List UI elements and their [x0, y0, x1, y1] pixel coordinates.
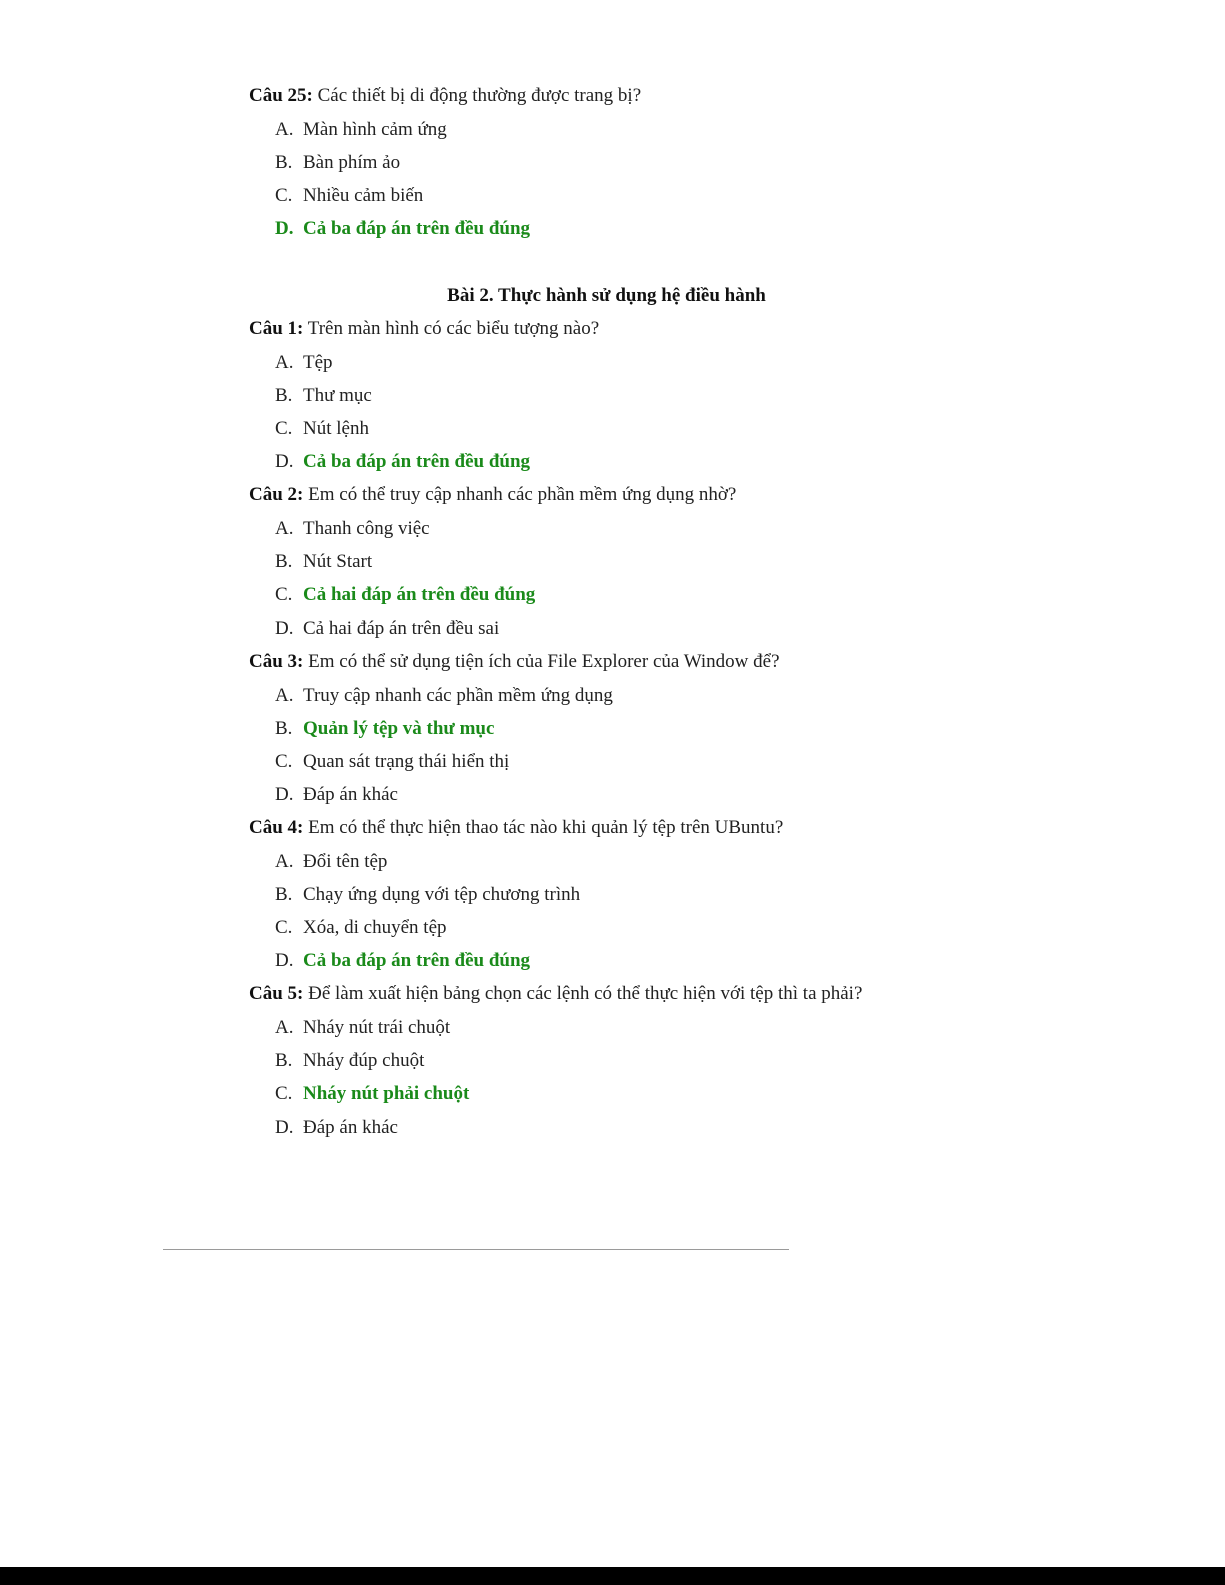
- question-5: [249, 982, 862, 1006]
- option-letter: D.: [275, 1117, 294, 1138]
- option-text: Cả hai đáp án trên đều sai: [303, 618, 500, 639]
- q3-option-c: [275, 750, 509, 774]
- question-label: Câu 4:: [249, 817, 304, 838]
- option-letter: A.: [275, 1017, 294, 1038]
- question-text: Em có thể sử dụng tiện ích của File Explorer của Window để?: [303, 651, 780, 672]
- q2-option-a: [275, 517, 430, 541]
- q2-option-c-correct: [275, 583, 535, 607]
- question-label: Câu 5:: [249, 983, 304, 1004]
- option-text: Đáp án khác: [303, 784, 398, 805]
- option-text: Nháy nút trái chuột: [303, 1017, 451, 1038]
- option-text: Xóa, di chuyển tệp: [303, 917, 447, 938]
- question-4: [249, 816, 783, 840]
- q5-option-c-correct: [275, 1082, 469, 1106]
- q4-option-a: [275, 850, 387, 874]
- option-letter: C.: [275, 917, 293, 938]
- option-letter: A.: [275, 518, 294, 539]
- question-text: Để làm xuất hiện bảng chọn các lệnh có thể thực hiện với tệp thì ta phải?: [303, 983, 863, 1004]
- question-text: Em có thể thực hiện thao tác nào khi quản lý tệp trên UBuntu?: [303, 817, 784, 838]
- question-label: Câu 2:: [249, 484, 304, 505]
- question-3: [249, 650, 780, 674]
- footer-divider: [163, 1249, 789, 1250]
- question-label: Câu 3:: [249, 651, 304, 672]
- option-letter: C.: [275, 584, 293, 605]
- option-letter: B.: [275, 551, 293, 572]
- option-text: Truy cập nhanh các phần mềm ứng dụng: [303, 685, 613, 706]
- question-2: [249, 483, 736, 507]
- q3-option-a: [275, 684, 613, 708]
- q4-option-c: [275, 916, 447, 940]
- q3-option-d: [275, 783, 398, 807]
- option-text: Nút lệnh: [303, 418, 369, 439]
- q5-option-a: [275, 1016, 450, 1040]
- option-letter: A.: [275, 119, 294, 140]
- option-letter: D.: [275, 618, 294, 639]
- question-label: Câu 1:: [249, 318, 304, 339]
- option-letter: D.: [275, 451, 294, 472]
- question-text: Các thiết bị di động thường được trang bị?: [312, 85, 642, 106]
- option-text: Thanh công việc: [303, 518, 430, 539]
- q25-option-a: [275, 118, 447, 142]
- section-title: Bài 2. Thực hành sử dụng hệ điều hành: [447, 285, 766, 306]
- option-letter: D.: [275, 218, 294, 239]
- question-25: [249, 84, 641, 108]
- q2-option-d: [275, 617, 499, 641]
- q4-option-d-correct: [275, 949, 530, 973]
- option-text: Nút Start: [303, 551, 373, 572]
- q1-option-a: [275, 351, 333, 375]
- q3-option-b-correct: [275, 717, 494, 741]
- question-text: Trên màn hình có các biểu tượng nào?: [303, 318, 600, 339]
- option-text: Nháy nút phải chuột: [303, 1083, 470, 1104]
- option-letter: C.: [275, 185, 293, 206]
- q5-option-d: [275, 1116, 398, 1140]
- option-text: Bàn phím ảo: [303, 152, 401, 173]
- option-text: Đổi tên tệp: [303, 851, 388, 872]
- q2-option-b: [275, 550, 372, 574]
- q4-option-b: [275, 883, 580, 907]
- option-text: Nhiều cảm biến: [303, 185, 424, 206]
- option-letter: B.: [275, 884, 293, 905]
- option-letter: A.: [275, 352, 294, 373]
- q5-option-b: [275, 1049, 424, 1073]
- option-letter: B.: [275, 1050, 293, 1071]
- option-text: Thư mục: [303, 385, 372, 406]
- option-letter: A.: [275, 851, 294, 872]
- bottom-edge-bar: [0, 1567, 1225, 1585]
- option-text: Tệp: [303, 352, 333, 373]
- option-letter: C.: [275, 751, 293, 772]
- option-text: Cả ba đáp án trên đều đúng: [303, 451, 531, 472]
- q1-option-c: [275, 417, 369, 441]
- option-letter: A.: [275, 685, 294, 706]
- option-text: Quan sát trạng thái hiển thị: [303, 751, 510, 772]
- question-1: [249, 317, 599, 341]
- q25-option-b: [275, 151, 400, 175]
- option-letter: C.: [275, 418, 293, 439]
- q1-option-d-correct: [275, 450, 530, 474]
- option-text: Chạy ứng dụng với tệp chương trình: [303, 884, 581, 905]
- option-text: Màn hình cảm ứng: [303, 119, 447, 140]
- option-text: Cả ba đáp án trên đều đúng: [303, 950, 531, 971]
- option-letter: C.: [275, 1083, 293, 1104]
- option-text: Cả hai đáp án trên đều đúng: [303, 584, 536, 605]
- option-text: Đáp án khác: [303, 1117, 398, 1138]
- option-text: Quản lý tệp và thư mục: [303, 718, 495, 739]
- option-text: Cả ba đáp án trên đều đúng: [303, 218, 531, 239]
- option-letter: D.: [275, 950, 294, 971]
- option-letter: B.: [275, 152, 293, 173]
- q25-option-c: [275, 184, 423, 208]
- question-text: Em có thể truy cập nhanh các phần mềm ứng dụng nhờ?: [303, 484, 737, 505]
- option-letter: B.: [275, 385, 293, 406]
- option-letter: D.: [275, 784, 294, 805]
- q1-option-b: [275, 384, 372, 408]
- q25-option-d-correct: [275, 217, 530, 241]
- option-text: Nháy đúp chuột: [303, 1050, 425, 1071]
- option-letter: B.: [275, 718, 293, 739]
- question-label: Câu 25:: [249, 85, 313, 106]
